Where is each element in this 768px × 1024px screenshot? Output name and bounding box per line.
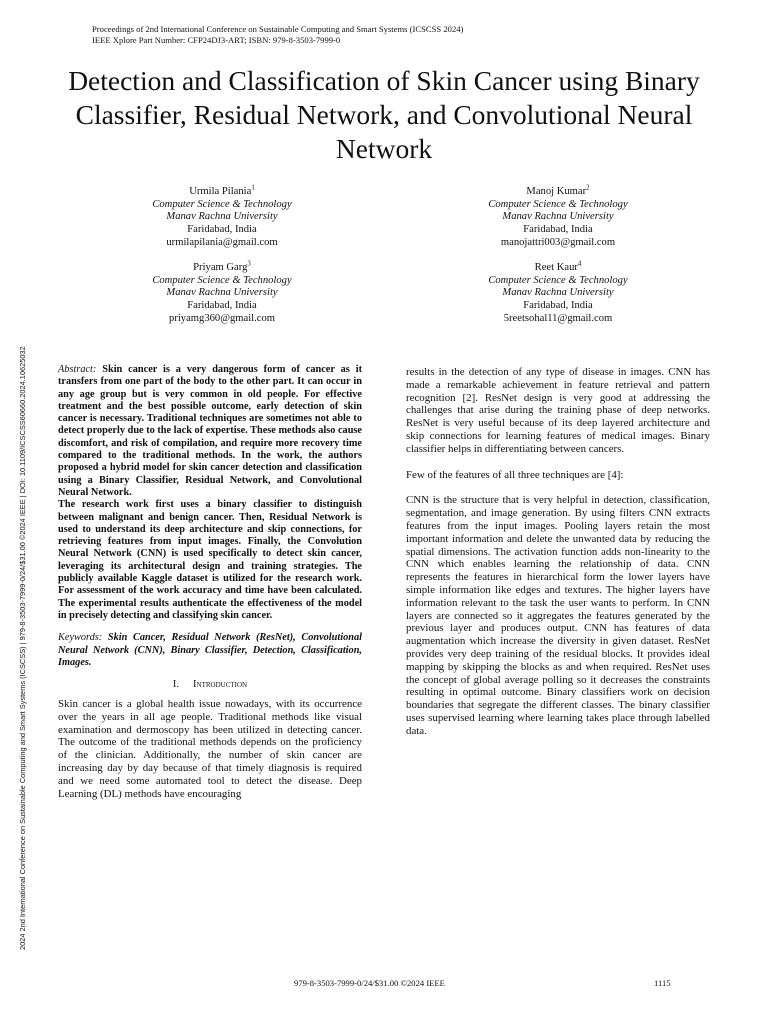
section-title: Introduction bbox=[193, 679, 248, 691]
sidebar-doi-text: 2024 2nd International Conference on Sustainable Computing and Smart Systems (ICSCSS) | 979-8-3503-7999-0/24/$31.00 ©2024 IEEE | DOI: 10.1109/ICSCSS60660.2024.10625032 bbox=[18, 346, 27, 950]
author-city: Faridabad, India bbox=[187, 300, 257, 312]
author-univ: Manav Rachna University bbox=[166, 287, 278, 299]
author-block-1 bbox=[82, 186, 362, 250]
abstract-paragraph-2: The research work first uses a binary classifier to distinguish between malignant and benign cancer. Then, Residual Network is used to understand its deep architecture and skip connections, for retrieving features from input images. Finally, the Convolution Neural Network (CNN) is used specifically to detect skin cancer, leveraging its architectural design and training strategies. The publicly available Kaggle dataset is utilized for the research work. For assessment of the work accuracy and time have been calculated. The experimental results authenticate the effectiveness of the model in precisely detecting and classifying skin cancer. bbox=[58, 499, 362, 621]
page-number: 1115 bbox=[654, 978, 671, 988]
footer-copyright: 979-8-3503-7999-0/24/$31.00 ©2024 IEEE bbox=[294, 978, 445, 988]
author-city: Faridabad, India bbox=[187, 224, 257, 236]
left-column bbox=[58, 364, 362, 800]
author-sup: 1 bbox=[251, 184, 255, 192]
keywords-label: Keywords: bbox=[58, 632, 103, 644]
author-dept: Computer Science & Technology bbox=[152, 274, 292, 286]
author-dept: Computer Science & Technology bbox=[488, 198, 628, 210]
keywords-text: Skin Cancer, Residual Network (ResNet), Convolutional Neural Network (CNN), Binary Classifier, Detection, Classification, Images. bbox=[58, 632, 362, 668]
author-email: urmilapilania@gmail.com bbox=[166, 236, 278, 248]
author-block-3 bbox=[82, 262, 362, 326]
author-name: Urmila Pilania bbox=[189, 186, 252, 197]
abstract-paragraph-1 bbox=[58, 364, 362, 499]
author-email: priyamg360@gmail.com bbox=[169, 312, 275, 324]
section-number: I. bbox=[172, 679, 180, 691]
author-name: Reet Kaur bbox=[534, 262, 578, 273]
keywords-paragraph bbox=[58, 632, 362, 669]
author-univ: Manav Rachna University bbox=[502, 211, 614, 223]
author-block-2 bbox=[418, 186, 698, 250]
author-univ: Manav Rachna University bbox=[166, 211, 278, 223]
right-paragraph-2: Few of the features of all three techniques are [4]: bbox=[406, 468, 624, 481]
right-paragraph-1: results in the detection of any type of disease in images. CNN has made a remarkable achievement in feature retrieval and pattern recognition [2]. ResNet design is very good at addressing the challenges that arise during the training phase of deep networks. ResNet is very useful because of its deep layered architecture and skip connections for learning features of medical images. Binary classifier helps in differentiating between cancers. bbox=[406, 366, 710, 455]
author-city: Faridabad, India bbox=[523, 300, 593, 312]
author-sup: 2 bbox=[586, 184, 590, 192]
intro-paragraph-1: Skin cancer is a global health issue nowadays, with its occurrence over the years in all age people. Traditional methods like visual examination and dermoscopy has been utilized in detecting cancer. The outcome of the traditional methods depends on the proficiency of the clinician. Additionally, the number of skin cancer are increasing day by day because of that timely diagnosis is required and we need some automated tool to detect the disease. Deep Learning (DL) methods have encouraging bbox=[58, 697, 362, 800]
author-block-4 bbox=[418, 262, 698, 326]
author-name: Manoj Kumar bbox=[526, 186, 587, 197]
author-dept: Computer Science & Technology bbox=[488, 274, 628, 286]
right-paragraph-3: CNN is the structure that is very helpful in detection, classification, segmentation, and image generation. By using filters CNN extracts features from the input images. Pooling layers retain the most important information and delete the unwanted data by reducing the spatial dimensions. The activation function adds non-linearity to the CNN which enables learning the relationship of data. CNN represents the features in hierarchical form the lower layers have simple information like edges and textures. The higher layers have information relevant to the task the user wants to perform. In CNN layers are connected so it aggregates the features generated by the previous layer and produces output. CNN has features of data augmentation which increase the diversity in given dataset. ResNet provides very deep training of the residual blocks. It provides ideal mapping by skipping the blocks as and when required. ResNet uses the concept of global average polling so it decreases the constraints resulting in optimal outcome. Binary classifiers work on decision boundaries that segregate the different classes. The binary classifier uses supervised learning where learning takes place through labelled data. bbox=[406, 494, 710, 737]
author-dept: Computer Science & Technology bbox=[152, 198, 292, 210]
author-sup: 4 bbox=[577, 260, 582, 268]
running-header bbox=[92, 24, 463, 46]
author-univ: Manav Rachna University bbox=[502, 287, 614, 299]
header-line-1: Proceedings of 2nd International Conference on Sustainable Computing and Smart Systems (ICSCSS 2024) bbox=[92, 24, 464, 34]
abstract-label: Abstract: bbox=[58, 364, 97, 375]
abstract-text-1: Skin cancer is a very dangerous form of cancer as it transfers from one part of the body to the other part. It can occur in any age group but is very common in old people. For effective treatment and the best possible outcome, early detection of skin cancer is necessary. Traditional techniques are sometimes not able to detect properly due to the lack of expertise. These methods also cause discomfort, and risk of compilation, and require more recovery time compared to the traditional methods. In the work, the authors proposed a hybrid model for skin cancer detection and classification using a Binary Classifier, Residual Network, and Convolutional Neural Network. bbox=[58, 364, 362, 498]
author-email: manojattri003@gmail.com bbox=[500, 236, 616, 248]
author-email: 5reetsohal11@gmail.com bbox=[503, 312, 613, 324]
right-column bbox=[406, 366, 710, 738]
author-city: Faridabad, India bbox=[523, 224, 593, 236]
paper-title: Detection and Classification of Skin Cancer using Binary Classifier, Residual Network, and Convolutional Neural Network bbox=[68, 65, 700, 164]
section-heading-introduction bbox=[58, 679, 362, 692]
header-line-2: IEEE Xplore Part Number: CFP24DJ3-ART; ISBN: 979-8-3503-7999-0 bbox=[92, 35, 341, 45]
author-name: Priyam Garg bbox=[193, 262, 248, 273]
author-sup: 3 bbox=[247, 260, 251, 268]
